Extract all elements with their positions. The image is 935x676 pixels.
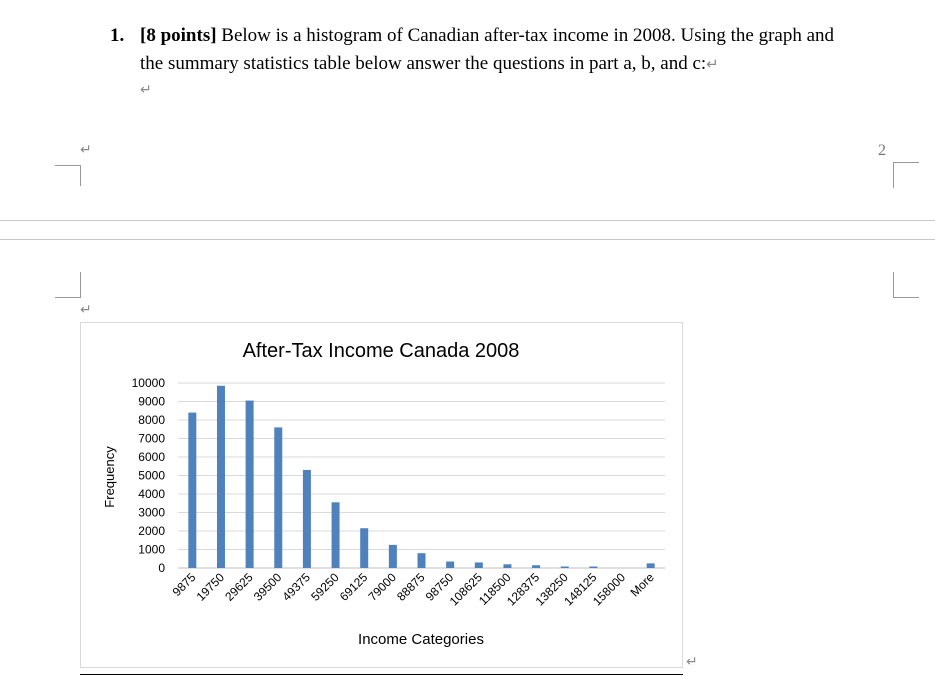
chart-frame[interactable] <box>80 322 683 668</box>
y-tick-label: 9000 <box>138 394 165 409</box>
x-tick-label: 98750 <box>422 570 457 604</box>
page-number: 2 <box>878 142 886 159</box>
y-tick-label: 5000 <box>138 468 165 483</box>
x-tick-label: 148125 <box>561 570 600 609</box>
x-tick-label: 108625 <box>446 570 485 609</box>
histogram-bar <box>389 545 397 568</box>
y-tick-label: 3000 <box>138 505 165 520</box>
x-tick-label: 39500 <box>250 570 285 604</box>
x-tick-label: 138250 <box>532 570 571 609</box>
crop-mark-icon <box>55 165 81 186</box>
x-axis-label: Income Categories <box>358 631 484 648</box>
paragraph-mark-icon: ↵ <box>706 55 719 73</box>
x-tick-label: 59250 <box>308 570 342 604</box>
crop-mark-icon <box>893 272 919 298</box>
x-tick-label: 79000 <box>365 570 399 604</box>
y-tick-label: 4000 <box>138 487 165 501</box>
chart-title: After-Tax Income Canada 2008 <box>242 340 520 362</box>
histogram-bar <box>532 565 540 568</box>
page-break-top <box>0 220 935 221</box>
histogram-bar <box>332 502 340 568</box>
x-tick-label: 29625 <box>222 570 256 604</box>
histogram-bar <box>475 562 483 568</box>
histogram-bar <box>303 470 311 568</box>
question-block <box>110 22 900 78</box>
question-text-line1: Below is a histogram of Canadian after-tax income in 2008. Using the graph and <box>216 25 835 46</box>
histogram-bar <box>188 413 196 568</box>
x-tick-label: 9875 <box>169 570 199 600</box>
paragraph-mark-icon: ↵ <box>80 142 92 158</box>
y-tick-label: 6000 <box>138 450 165 464</box>
x-tick-label: 69125 <box>336 570 371 604</box>
histogram-bar <box>360 528 368 568</box>
x-tick-label: 118500 <box>475 570 514 608</box>
crop-mark-icon <box>893 162 919 188</box>
crop-mark-icon <box>55 272 81 298</box>
question-text <box>140 22 900 78</box>
x-tick-label: 88875 <box>394 570 428 604</box>
paragraph-mark-icon: ↵ <box>140 82 152 98</box>
chart-bars <box>188 386 654 568</box>
y-axis-label: Frequency <box>102 446 117 508</box>
paragraph-mark-icon: ↵ <box>686 654 698 670</box>
histogram-bar <box>418 553 426 568</box>
y-tick-label: 10000 <box>131 376 165 390</box>
histogram-bar <box>561 567 569 568</box>
y-axis-ticks <box>132 376 166 575</box>
x-tick-label: 49375 <box>279 570 314 604</box>
y-tick-label: 2000 <box>138 524 165 538</box>
histogram-bar <box>647 563 655 568</box>
paragraph-mark-icon: ↵ <box>80 302 92 318</box>
histogram-bar <box>446 562 454 568</box>
histogram-bar <box>503 564 511 568</box>
x-tick-label: 158000 <box>589 570 629 609</box>
question-number: 1. <box>110 25 125 46</box>
document-rule <box>80 674 683 675</box>
y-tick-label: 1000 <box>138 542 165 557</box>
y-tick-label: 8000 <box>138 413 165 427</box>
histogram-bar <box>274 427 282 568</box>
histogram-bar <box>589 567 597 568</box>
question-text-line2: the summary statistics table below answer the questions in part a, b, and c: <box>140 53 707 74</box>
y-tick-label: 0 <box>158 561 165 575</box>
question-points: [8 points] <box>140 25 217 46</box>
histogram-bar <box>217 386 225 568</box>
x-axis-ticks <box>170 570 657 608</box>
y-tick-label: 7000 <box>138 431 165 446</box>
x-tick-label: 19750 <box>193 570 228 604</box>
x-tick-label: More <box>627 570 657 600</box>
histogram-bar <box>246 401 254 568</box>
histogram-chart <box>81 323 682 667</box>
page-break-bottom <box>0 239 935 240</box>
x-tick-label: 128375 <box>503 570 543 609</box>
